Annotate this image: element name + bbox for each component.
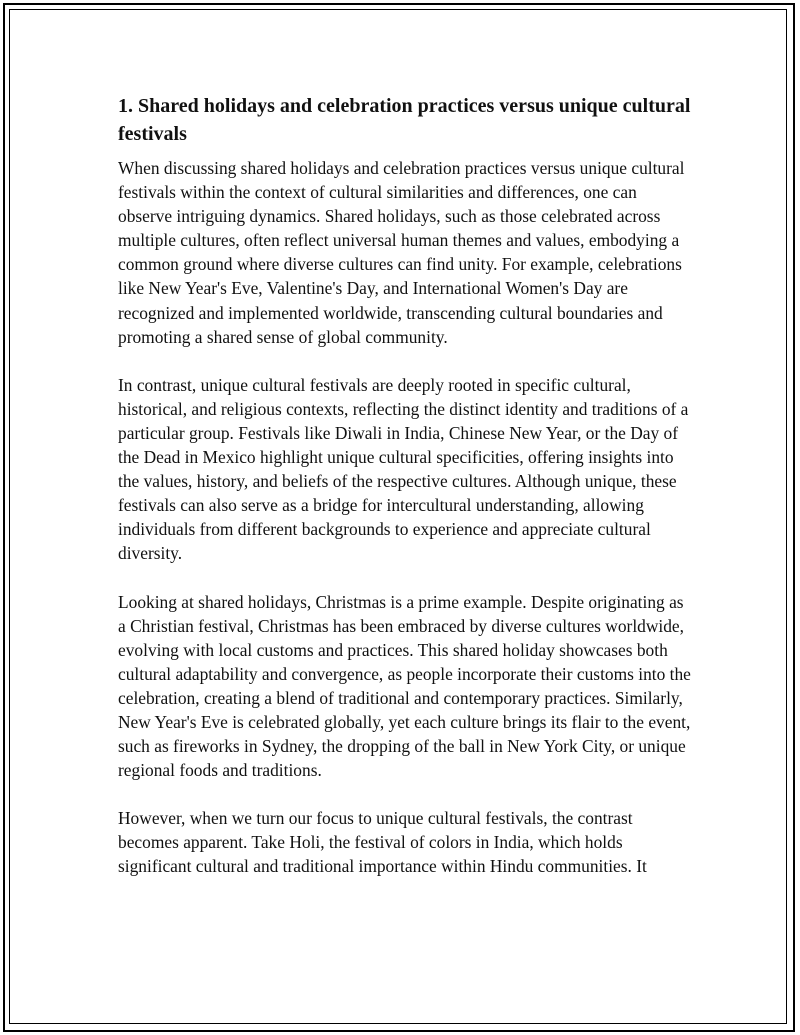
paragraph-3: Looking at shared holidays, Christmas is a prime example. Despite originating as a Christian festival, Christmas has been embraced by diverse cultures worldwide, evolving with local customs and practices. This shared holiday showcases both cultural adaptability and convergence, as people incorporate their customs into the celebration, creating a blend of traditional and contemporary practices. Similarly, New Year's Eve is celebrated globally, yet each culture brings its flair to the event, such as fireworks in Sydney, the dropping of the ball in New York City, or unique regional foods and traditions. (118, 591, 691, 781)
paragraph-2: In contrast, unique cultural festivals are deeply rooted in specific cultural, historical, and religious contexts, reflecting the distinct identity and traditions of a particular group. Festivals like Diwali in India, Chinese New Year, or the Day of the Dead in Mexico highlight unique cultural specificities, offering insights into the values, history, and beliefs of the respective cultures. Although unique, these festivals can also serve as a bridge for intercultural understanding, allowing individuals from different backgrounds to experience and appreciate cultural diversity. (118, 374, 689, 564)
paragraph-1: When discussing shared holidays and celebration practices versus unique cultural festivals within the context of cultural similarities and differences, one can observe intriguing dynamics. Shared holidays, such as those celebrated across multiple cultures, often reflect universal human themes and values, embodying a common ground where diverse cultures can find unity. For example, celebrations like New Year's Eve, Valentine's Day, and International Women's Day are recognized and implemented worldwide, transcending cultural boundaries and promoting a shared sense of global community. (118, 158, 685, 347)
paragraph-4: However, when we turn our focus to unique cultural festivals, the contrast becomes apparent. Take Holi, the festival of colors in India, which holds significant cultural and traditional importance within Hindu communities. It (118, 808, 647, 877)
section-heading: 1. Shared holidays and celebration practices versus unique cultural festivals (118, 95, 691, 145)
document-body (118, 92, 693, 903)
